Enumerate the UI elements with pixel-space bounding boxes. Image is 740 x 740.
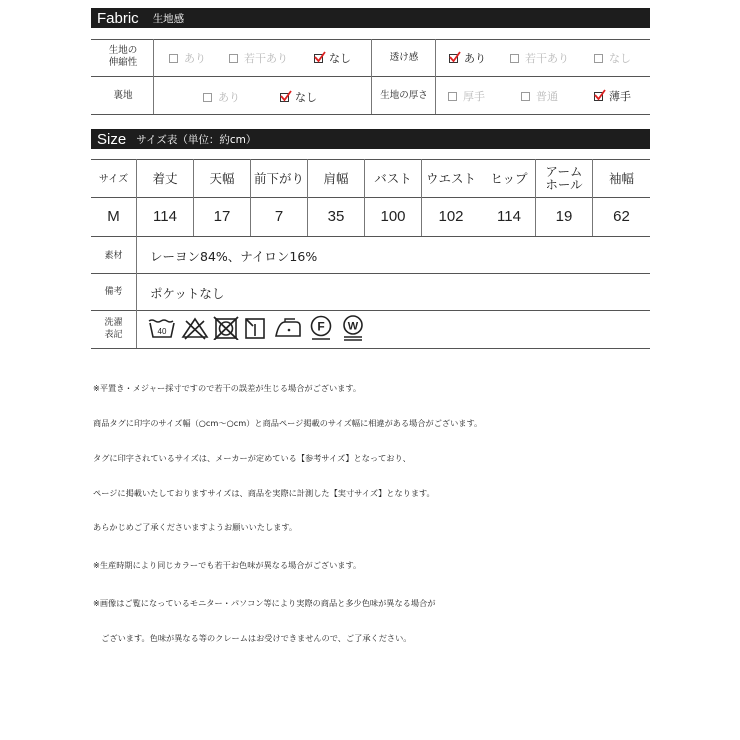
value-bust: 100 (380, 208, 406, 225)
option-sheer-yes[interactable]: あり (449, 51, 486, 65)
checkbox[interactable] (203, 93, 212, 102)
option-thin[interactable]: 薄手 (594, 89, 631, 103)
col-bust: バスト (374, 171, 412, 186)
value-length: 114 (153, 208, 177, 225)
divider (91, 310, 650, 311)
checkbox-checked[interactable] (449, 54, 458, 63)
col-top-width: 天幅 (209, 171, 235, 186)
option-normal[interactable]: 普通 (521, 89, 558, 103)
checkbox-checked[interactable] (314, 54, 323, 63)
size-title-en: Size (97, 130, 127, 148)
note-line: 商品タグに印字のサイズ幅（○cm～○cm）と商品ページ掲載のサイズ幅に相違がある場合がございます。 (93, 417, 483, 428)
note-line: あらかじめご了承くださいますようお願いいたします。 (93, 522, 298, 533)
notes (93, 360, 482, 656)
divider (91, 273, 650, 274)
care-symbols (147, 316, 367, 340)
no-tumble-dry-icon (213, 316, 239, 340)
divider (136, 159, 137, 348)
size-title-jp: サイズ表（単位：約cm） (136, 133, 257, 146)
option-lining-yes[interactable]: あり (203, 90, 240, 104)
option-stretch-slight[interactable]: 若干あり (229, 51, 288, 65)
checkbox-checked[interactable] (594, 92, 603, 101)
line-dry-shade-icon (243, 316, 267, 340)
note-line: ※生産時期により同じカラーでも若干お色味が異なる場合がございます。 (93, 560, 362, 571)
option-stretch-yes[interactable]: あり (169, 51, 206, 65)
iron-low-icon (273, 316, 303, 340)
divider (91, 236, 650, 237)
col-armhole: アーム ホール (545, 164, 583, 192)
label-thickness: 生地の厚さ (380, 90, 428, 101)
option-thick[interactable]: 厚手 (448, 89, 485, 103)
value-waist: 102 (438, 208, 464, 225)
checkbox[interactable] (169, 54, 178, 63)
checkbox[interactable] (521, 92, 530, 101)
note-line: ※平置き・メジャー採寸ですので若干の誤差が生じる場合がございます。 (93, 383, 362, 394)
no-bleach-icon (181, 316, 209, 340)
option-sheer-slight[interactable]: 若干あり (510, 51, 569, 65)
col-waist: ウエスト (425, 171, 476, 186)
checkbox-checked[interactable] (280, 93, 289, 102)
col-hip: ヒップ (490, 171, 528, 186)
checkbox[interactable] (229, 54, 238, 63)
col-sleeve-width: 袖幅 (608, 171, 634, 186)
fabric-header (91, 8, 650, 28)
checkbox[interactable] (510, 54, 519, 63)
divider (153, 39, 154, 114)
dry-clean-f-icon (307, 315, 335, 341)
svg-text:W: W (347, 320, 359, 333)
col-length: 着丈 (152, 171, 178, 186)
label-stretch: 生地の 伸縮性 (108, 45, 138, 68)
divider (435, 39, 436, 114)
value-top-width: 17 (213, 208, 231, 225)
fabric-title-en: Fabric (97, 9, 139, 27)
value-hip: 114 (497, 208, 521, 225)
size-label: M (107, 208, 120, 225)
option-sheer-none[interactable]: なし (594, 51, 631, 65)
size-row-header: サイズ (98, 174, 129, 185)
checkbox[interactable] (594, 54, 603, 63)
divider (91, 348, 650, 349)
svg-text:40: 40 (157, 327, 167, 336)
value-shoulder: 35 (327, 208, 345, 225)
option-stretch-none[interactable]: なし (314, 51, 351, 65)
remarks-value: ポケットなし (150, 286, 225, 301)
svg-text:F: F (317, 319, 325, 334)
note-line: タグに印字されているサイズは、メーカーが定めている【参考サイズ】となっており、 (93, 452, 411, 463)
checkbox[interactable] (448, 92, 457, 101)
size-header (91, 129, 650, 149)
value-armhole: 19 (555, 208, 573, 225)
material-label: 素材 (104, 251, 123, 261)
remarks-label: 備考 (104, 287, 123, 297)
material-value: レーヨン84%、ナイロン16% (150, 249, 318, 264)
value-sleeve-width: 62 (613, 208, 630, 225)
option-lining-none[interactable]: なし (280, 90, 317, 104)
wet-clean-w-icon (339, 315, 367, 341)
fabric-title-jp: 生地感 (152, 12, 185, 25)
note-line: ※画像はご覧になっているモニター・パソコン等により実際の商品と多少色味が異なる場合が (93, 597, 436, 608)
care-label: 洗濯 表記 (104, 318, 123, 340)
value-front-drop: 7 (274, 208, 284, 225)
divider (91, 114, 650, 115)
divider (371, 39, 372, 114)
note-line: ページに掲載いたしておりますサイズは、商品を実際に計測した【実寸サイズ】となります。 (93, 487, 435, 498)
wash-40-icon (147, 316, 177, 340)
divider (91, 159, 650, 160)
label-sheer: 透け感 (389, 52, 419, 63)
col-front-drop: 前下がり (253, 171, 304, 186)
label-lining: 裏地 (113, 90, 133, 101)
note-line: ございます。色味が異なる等のクレームはお受けできませんので、ご了承ください。 (93, 632, 412, 643)
col-shoulder: 肩幅 (323, 171, 349, 186)
divider (91, 197, 650, 198)
